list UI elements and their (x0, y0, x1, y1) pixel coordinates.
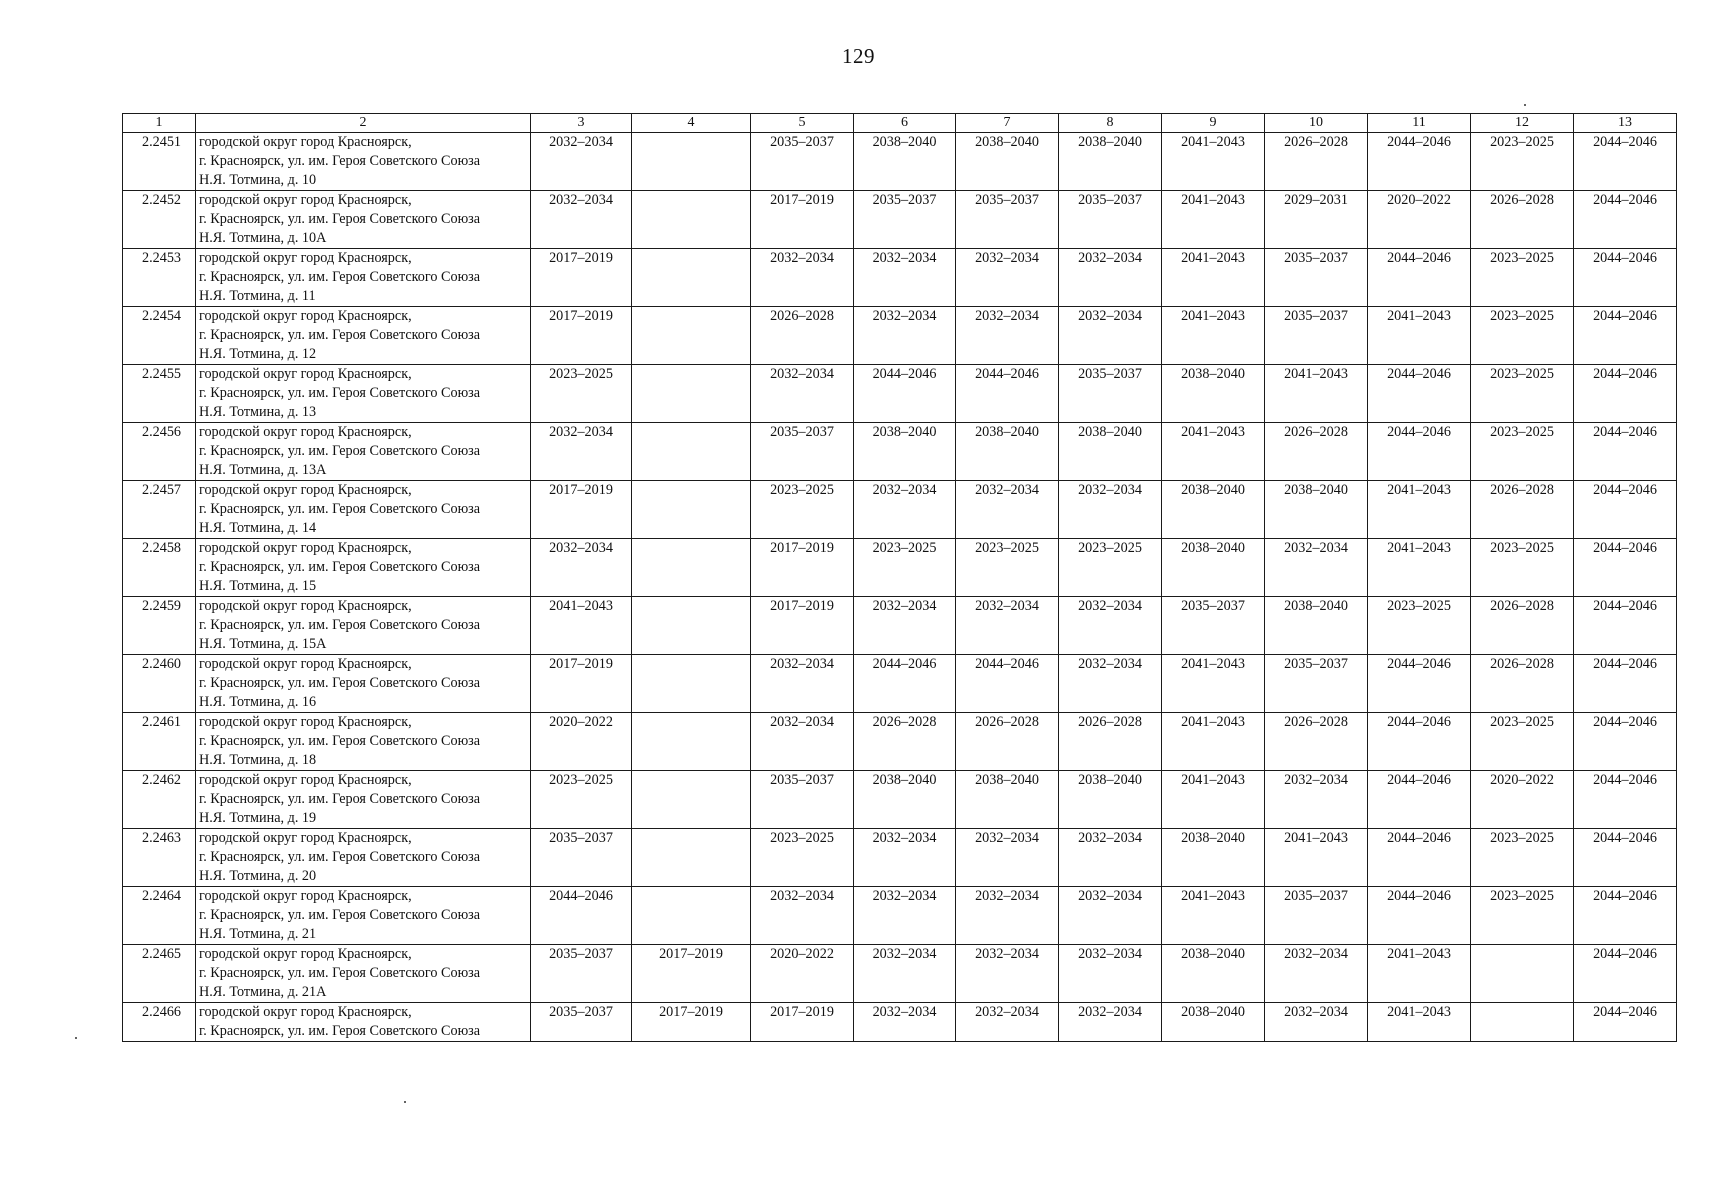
period-cell-col-10: 2035–2037 (1265, 887, 1368, 945)
column-header-7: 7 (956, 114, 1059, 133)
period-cell-col-3: 2035–2037 (531, 829, 632, 887)
address-cell (196, 1003, 531, 1042)
address-cell (196, 945, 531, 1003)
period-cell-col-6: 2023–2025 (854, 539, 956, 597)
period-cell-col-5: 2035–2037 (751, 771, 854, 829)
address-cell (196, 133, 531, 191)
period-cell-col-11: 2020–2022 (1368, 191, 1471, 249)
period-cell-col-8: 2032–2034 (1059, 655, 1162, 713)
period-cell-col-9: 2041–2043 (1162, 423, 1265, 481)
period-cell-col-13: 2044–2046 (1574, 713, 1677, 771)
period-cell-col-11: 2044–2046 (1368, 655, 1471, 713)
period-cell-col-13: 2044–2046 (1574, 133, 1677, 191)
row-number-cell: 2.2453 (123, 249, 196, 307)
period-cell-col-12: 2023–2025 (1471, 539, 1574, 597)
period-cell-col-11: 2041–2043 (1368, 1003, 1471, 1042)
address-cell (196, 249, 531, 307)
period-cell-col-11: 2044–2046 (1368, 887, 1471, 945)
period-cell-col-8: 2035–2037 (1059, 365, 1162, 423)
period-cell-col-5: 2032–2034 (751, 887, 854, 945)
period-cell-col-7: 2044–2046 (956, 365, 1059, 423)
period-cell-col-8: 2032–2034 (1059, 481, 1162, 539)
period-cell-col-10: 2035–2037 (1265, 307, 1368, 365)
period-cell-col-4 (632, 597, 751, 655)
period-cell-col-13: 2044–2046 (1574, 365, 1677, 423)
period-cell-col-9: 2038–2040 (1162, 829, 1265, 887)
period-cell-col-7: 2032–2034 (956, 1003, 1059, 1042)
period-cell-col-11: 2041–2043 (1368, 307, 1471, 365)
address-line: г. Красноярск, ул. им. Героя Советского Союза (199, 617, 481, 633)
column-header-12: 12 (1471, 114, 1574, 133)
period-cell-col-6: 2032–2034 (854, 597, 956, 655)
address-line: г. Красноярск, ул. им. Героя Советского Союза (199, 849, 481, 865)
column-header-10: 10 (1265, 114, 1368, 133)
period-cell-col-8: 2032–2034 (1059, 945, 1162, 1003)
address-cell (196, 307, 531, 365)
period-cell-col-10: 2035–2037 (1265, 249, 1368, 307)
period-cell-col-12: 2023–2025 (1471, 133, 1574, 191)
period-cell-col-7: 2032–2034 (956, 249, 1059, 307)
period-cell-col-11: 2044–2046 (1368, 365, 1471, 423)
period-cell-col-3: 2023–2025 (531, 771, 632, 829)
period-cell-col-6: 2038–2040 (854, 771, 956, 829)
period-cell-col-3: 2044–2046 (531, 887, 632, 945)
address-line: г. Красноярск, ул. им. Героя Советского Союза (199, 327, 481, 343)
address-line: Н.Я. Тотмина, д. 19 (199, 810, 317, 826)
period-cell-col-6: 2026–2028 (854, 713, 956, 771)
period-cell-col-7: 2044–2046 (956, 655, 1059, 713)
period-cell-col-9: 2038–2040 (1162, 365, 1265, 423)
period-cell-col-7: 2035–2037 (956, 191, 1059, 249)
period-cell-col-13: 2044–2046 (1574, 191, 1677, 249)
address-line: г. Красноярск, ул. им. Героя Советского Союза (199, 211, 481, 227)
period-cell-col-7: 2032–2034 (956, 481, 1059, 539)
table-row (123, 365, 1677, 423)
period-cell-col-13: 2044–2046 (1574, 539, 1677, 597)
period-cell-col-6: 2044–2046 (854, 365, 956, 423)
row-number-cell: 2.2459 (123, 597, 196, 655)
period-cell-col-10: 2041–2043 (1265, 829, 1368, 887)
scan-speck (75, 1037, 77, 1039)
period-cell-col-4 (632, 307, 751, 365)
row-number-cell: 2.2457 (123, 481, 196, 539)
period-cell-col-8: 2038–2040 (1059, 133, 1162, 191)
period-cell-col-9: 2041–2043 (1162, 191, 1265, 249)
address-line: г. Красноярск, ул. им. Героя Советского Союза (199, 443, 481, 459)
address-line: г. Красноярск, ул. им. Героя Советского Союза (199, 907, 481, 923)
address-cell (196, 191, 531, 249)
address-line: Н.Я. Тотмина, д. 16 (199, 694, 317, 710)
period-cell-col-4 (632, 249, 751, 307)
address-cell (196, 365, 531, 423)
column-header-6: 6 (854, 114, 956, 133)
table-row (123, 191, 1677, 249)
period-cell-col-6: 2032–2034 (854, 481, 956, 539)
period-cell-col-9: 2041–2043 (1162, 713, 1265, 771)
period-cell-col-5: 2032–2034 (751, 365, 854, 423)
row-number-cell: 2.2462 (123, 771, 196, 829)
table-row (123, 133, 1677, 191)
column-header-9: 9 (1162, 114, 1265, 133)
address-line: г. Красноярск, ул. им. Героя Советского Союза (199, 269, 481, 285)
address-line: Н.Я. Тотмина, д. 14 (199, 520, 317, 536)
period-cell-col-7: 2038–2040 (956, 133, 1059, 191)
period-cell-col-9: 2041–2043 (1162, 133, 1265, 191)
period-cell-col-5: 2023–2025 (751, 829, 854, 887)
period-cell-col-12: 2023–2025 (1471, 423, 1574, 481)
period-cell-col-13: 2044–2046 (1574, 249, 1677, 307)
period-cell-col-13: 2044–2046 (1574, 481, 1677, 539)
row-number-cell: 2.2464 (123, 887, 196, 945)
address-line: г. Красноярск, ул. им. Героя Советского Союза (199, 965, 481, 981)
address-line: Н.Я. Тотмина, д. 15А (199, 636, 327, 652)
period-cell-col-10: 2038–2040 (1265, 597, 1368, 655)
address-line: Н.Я. Тотмина, д. 20 (199, 868, 317, 884)
address-cell (196, 423, 531, 481)
period-cell-col-10: 2032–2034 (1265, 771, 1368, 829)
period-cell-col-3: 2035–2037 (531, 1003, 632, 1042)
period-cell-col-4 (632, 829, 751, 887)
address-line: Н.Я. Тотмина, д. 18 (199, 752, 317, 768)
table-row (123, 307, 1677, 365)
address-cell (196, 655, 531, 713)
period-cell-col-11: 2044–2046 (1368, 423, 1471, 481)
period-cell-col-5: 2032–2034 (751, 713, 854, 771)
period-cell-col-8: 2032–2034 (1059, 1003, 1162, 1042)
period-cell-col-11: 2044–2046 (1368, 249, 1471, 307)
period-cell-col-10: 2032–2034 (1265, 945, 1368, 1003)
period-cell-col-4 (632, 539, 751, 597)
period-cell-col-9: 2041–2043 (1162, 307, 1265, 365)
period-cell-col-13: 2044–2046 (1574, 307, 1677, 365)
period-cell-col-12: 2023–2025 (1471, 829, 1574, 887)
period-cell-col-8: 2032–2034 (1059, 597, 1162, 655)
period-cell-col-3: 2035–2037 (531, 945, 632, 1003)
period-cell-col-12 (1471, 1003, 1574, 1042)
period-cell-col-10: 2026–2028 (1265, 133, 1368, 191)
period-cell-col-8: 2038–2040 (1059, 423, 1162, 481)
address-line: Н.Я. Тотмина, д. 15 (199, 578, 317, 594)
address-line: городской округ город Красноярск, (199, 714, 412, 730)
column-header-4: 4 (632, 114, 751, 133)
address-line: Н.Я. Тотмина, д. 21А (199, 984, 327, 1000)
period-cell-col-11: 2023–2025 (1368, 597, 1471, 655)
period-cell-col-12: 2023–2025 (1471, 713, 1574, 771)
table-row (123, 771, 1677, 829)
period-cell-col-10: 2026–2028 (1265, 713, 1368, 771)
column-header-1: 1 (123, 114, 196, 133)
address-cell (196, 887, 531, 945)
period-cell-col-8: 2038–2040 (1059, 771, 1162, 829)
period-cell-col-5: 2032–2034 (751, 655, 854, 713)
period-cell-col-4 (632, 481, 751, 539)
period-cell-col-11: 2041–2043 (1368, 481, 1471, 539)
period-cell-col-3: 2017–2019 (531, 481, 632, 539)
period-cell-col-7: 2032–2034 (956, 597, 1059, 655)
table-row (123, 1003, 1677, 1042)
period-cell-col-5: 2017–2019 (751, 191, 854, 249)
period-cell-col-6: 2032–2034 (854, 945, 956, 1003)
period-cell-col-13: 2044–2046 (1574, 655, 1677, 713)
row-number-cell: 2.2452 (123, 191, 196, 249)
row-number-cell: 2.2461 (123, 713, 196, 771)
period-cell-col-11: 2041–2043 (1368, 539, 1471, 597)
table-row (123, 539, 1677, 597)
address-line: городской округ город Красноярск, (199, 540, 412, 556)
period-cell-col-3: 2032–2034 (531, 133, 632, 191)
address-line: г. Красноярск, ул. им. Героя Советского Союза (199, 559, 481, 575)
table-body (123, 133, 1677, 1042)
address-line: Н.Я. Тотмина, д. 13А (199, 462, 327, 478)
period-cell-col-12: 2023–2025 (1471, 365, 1574, 423)
period-cell-col-3: 2020–2022 (531, 713, 632, 771)
address-cell (196, 539, 531, 597)
period-cell-col-5: 2017–2019 (751, 597, 854, 655)
address-line: Н.Я. Тотмина, д. 10 (199, 172, 317, 188)
address-line: городской округ город Красноярск, (199, 946, 412, 962)
period-cell-col-9: 2038–2040 (1162, 945, 1265, 1003)
period-cell-col-13: 2044–2046 (1574, 887, 1677, 945)
period-cell-col-13: 2044–2046 (1574, 423, 1677, 481)
period-cell-col-3: 2017–2019 (531, 655, 632, 713)
period-cell-col-12: 2026–2028 (1471, 481, 1574, 539)
column-header-11: 11 (1368, 114, 1471, 133)
period-cell-col-9: 2041–2043 (1162, 655, 1265, 713)
period-cell-col-13: 2044–2046 (1574, 771, 1677, 829)
address-line: Н.Я. Тотмина, д. 13 (199, 404, 317, 420)
period-cell-col-5: 2023–2025 (751, 481, 854, 539)
address-cell (196, 713, 531, 771)
period-cell-col-10: 2032–2034 (1265, 539, 1368, 597)
address-cell (196, 481, 531, 539)
period-cell-col-11: 2044–2046 (1368, 771, 1471, 829)
period-cell-col-8: 2032–2034 (1059, 249, 1162, 307)
period-cell-col-3: 2032–2034 (531, 423, 632, 481)
period-cell-col-13: 2044–2046 (1574, 597, 1677, 655)
row-number-cell: 2.2465 (123, 945, 196, 1003)
period-cell-col-13: 2044–2046 (1574, 945, 1677, 1003)
period-cell-col-8: 2032–2034 (1059, 829, 1162, 887)
period-cell-col-12: 2026–2028 (1471, 597, 1574, 655)
period-cell-col-11: 2044–2046 (1368, 133, 1471, 191)
row-number-cell: 2.2456 (123, 423, 196, 481)
page-number: 129 (842, 44, 875, 68)
period-cell-col-7: 2038–2040 (956, 423, 1059, 481)
address-cell (196, 597, 531, 655)
table-row (123, 829, 1677, 887)
period-cell-col-4 (632, 887, 751, 945)
row-number-cell: 2.2460 (123, 655, 196, 713)
period-cell-col-7: 2032–2034 (956, 887, 1059, 945)
period-cell-col-3: 2041–2043 (531, 597, 632, 655)
period-cell-col-6: 2032–2034 (854, 887, 956, 945)
period-cell-col-4 (632, 771, 751, 829)
address-line: городской округ город Красноярск, (199, 1004, 412, 1020)
period-cell-col-9: 2038–2040 (1162, 539, 1265, 597)
period-cell-col-9: 2035–2037 (1162, 597, 1265, 655)
period-cell-col-4 (632, 191, 751, 249)
period-cell-col-6: 2032–2034 (854, 829, 956, 887)
address-line: городской округ город Красноярск, (199, 482, 412, 498)
period-cell-col-4 (632, 655, 751, 713)
column-header-2: 2 (196, 114, 531, 133)
column-header-8: 8 (1059, 114, 1162, 133)
period-cell-col-10: 2038–2040 (1265, 481, 1368, 539)
period-cell-col-6: 2032–2034 (854, 1003, 956, 1042)
address-line: г. Красноярск, ул. им. Героя Советского Союза (199, 675, 481, 691)
table-row (123, 945, 1677, 1003)
period-cell-col-3: 2023–2025 (531, 365, 632, 423)
period-cell-col-7: 2032–2034 (956, 829, 1059, 887)
period-cell-col-10: 2029–2031 (1265, 191, 1368, 249)
period-cell-col-13: 2044–2046 (1574, 829, 1677, 887)
address-line: городской округ город Красноярск, (199, 772, 412, 788)
address-line: городской округ город Красноярск, (199, 830, 412, 846)
period-cell-col-5: 2017–2019 (751, 1003, 854, 1042)
period-cell-col-11: 2041–2043 (1368, 945, 1471, 1003)
period-cell-col-8: 2035–2037 (1059, 191, 1162, 249)
period-cell-col-4 (632, 423, 751, 481)
row-number-cell: 2.2463 (123, 829, 196, 887)
period-cell-col-12: 2023–2025 (1471, 307, 1574, 365)
period-cell-col-10: 2035–2037 (1265, 655, 1368, 713)
period-cell-col-5: 2017–2019 (751, 539, 854, 597)
period-cell-col-8: 2032–2034 (1059, 307, 1162, 365)
period-cell-col-3: 2032–2034 (531, 191, 632, 249)
period-cell-col-9: 2041–2043 (1162, 771, 1265, 829)
table-row (123, 423, 1677, 481)
period-cell-col-12: 2026–2028 (1471, 655, 1574, 713)
address-line: городской округ город Красноярск, (199, 366, 412, 382)
address-line: г. Красноярск, ул. им. Героя Советского Союза (199, 733, 481, 749)
period-cell-col-3: 2017–2019 (531, 307, 632, 365)
period-cell-col-9: 2038–2040 (1162, 481, 1265, 539)
address-line: Н.Я. Тотмина, д. 12 (199, 346, 317, 362)
period-cell-col-7: 2023–2025 (956, 539, 1059, 597)
period-cell-col-11: 2044–2046 (1368, 829, 1471, 887)
period-cell-col-10: 2026–2028 (1265, 423, 1368, 481)
address-line: г. Красноярск, ул. им. Героя Советского Союза (199, 1023, 481, 1039)
column-header-3: 3 (531, 114, 632, 133)
scan-speck (404, 1101, 406, 1103)
period-cell-col-9: 2038–2040 (1162, 1003, 1265, 1042)
period-cell-col-11: 2044–2046 (1368, 713, 1471, 771)
column-header-13: 13 (1574, 114, 1677, 133)
period-cell-col-6: 2035–2037 (854, 191, 956, 249)
period-cell-col-7: 2032–2034 (956, 945, 1059, 1003)
row-number-cell: 2.2458 (123, 539, 196, 597)
period-cell-col-4 (632, 365, 751, 423)
period-cell-col-3: 2017–2019 (531, 249, 632, 307)
period-cell-col-4 (632, 713, 751, 771)
column-header-5: 5 (751, 114, 854, 133)
period-cell-col-12: 2023–2025 (1471, 249, 1574, 307)
period-cell-col-3: 2032–2034 (531, 539, 632, 597)
address-line: Н.Я. Тотмина, д. 10А (199, 230, 327, 246)
address-cell (196, 829, 531, 887)
period-cell-col-5: 2032–2034 (751, 249, 854, 307)
address-line: городской округ город Красноярск, (199, 250, 412, 266)
table-row (123, 249, 1677, 307)
table-header-row (123, 114, 1677, 133)
row-number-cell: 2.2454 (123, 307, 196, 365)
period-cell-col-7: 2032–2034 (956, 307, 1059, 365)
row-number-cell: 2.2451 (123, 133, 196, 191)
period-cell-col-4: 2017–2019 (632, 1003, 751, 1042)
period-cell-col-12: 2023–2025 (1471, 887, 1574, 945)
address-line: г. Красноярск, ул. им. Героя Советского Союза (199, 501, 481, 517)
table-row (123, 655, 1677, 713)
period-cell-col-4 (632, 133, 751, 191)
period-cell-col-5: 2026–2028 (751, 307, 854, 365)
period-cell-col-6: 2038–2040 (854, 423, 956, 481)
period-cell-col-4: 2017–2019 (632, 945, 751, 1003)
address-line: городской округ город Красноярск, (199, 656, 412, 672)
period-cell-col-7: 2038–2040 (956, 771, 1059, 829)
row-number-cell: 2.2466 (123, 1003, 196, 1042)
address-line: городской округ город Красноярск, (199, 598, 412, 614)
period-cell-col-10: 2032–2034 (1265, 1003, 1368, 1042)
period-cell-col-10: 2041–2043 (1265, 365, 1368, 423)
period-cell-col-5: 2020–2022 (751, 945, 854, 1003)
address-line: Н.Я. Тотмина, д. 11 (199, 288, 316, 304)
period-cell-col-8: 2032–2034 (1059, 887, 1162, 945)
address-line: городской округ город Красноярск, (199, 192, 412, 208)
period-cell-col-9: 2041–2043 (1162, 887, 1265, 945)
address-line: городской округ город Красноярск, (199, 134, 412, 150)
period-cell-col-12 (1471, 945, 1574, 1003)
address-line: городской округ город Красноярск, (199, 424, 412, 440)
table-row (123, 887, 1677, 945)
address-line: г. Красноярск, ул. им. Героя Советского Союза (199, 385, 481, 401)
period-cell-col-6: 2032–2034 (854, 249, 956, 307)
table-row (123, 713, 1677, 771)
address-line: городской округ город Красноярск, (199, 888, 412, 904)
period-cell-col-5: 2035–2037 (751, 423, 854, 481)
address-line: Н.Я. Тотмина, д. 21 (199, 926, 317, 942)
period-cell-col-6: 2032–2034 (854, 307, 956, 365)
period-cell-col-12: 2026–2028 (1471, 191, 1574, 249)
address-line: г. Красноярск, ул. им. Героя Советского Союза (199, 791, 481, 807)
scan-speck (1524, 104, 1526, 106)
row-number-cell: 2.2455 (123, 365, 196, 423)
repair-schedule-table (122, 113, 1677, 1042)
period-cell-col-6: 2044–2046 (854, 655, 956, 713)
table-row (123, 481, 1677, 539)
period-cell-col-9: 2041–2043 (1162, 249, 1265, 307)
address-line: г. Красноярск, ул. им. Героя Советского Союза (199, 153, 481, 169)
period-cell-col-6: 2038–2040 (854, 133, 956, 191)
period-cell-col-12: 2020–2022 (1471, 771, 1574, 829)
address-cell (196, 771, 531, 829)
period-cell-col-13: 2044–2046 (1574, 1003, 1677, 1042)
table-row (123, 597, 1677, 655)
period-cell-col-8: 2023–2025 (1059, 539, 1162, 597)
period-cell-col-8: 2026–2028 (1059, 713, 1162, 771)
period-cell-col-7: 2026–2028 (956, 713, 1059, 771)
address-line: городской округ город Красноярск, (199, 308, 412, 324)
period-cell-col-5: 2035–2037 (751, 133, 854, 191)
